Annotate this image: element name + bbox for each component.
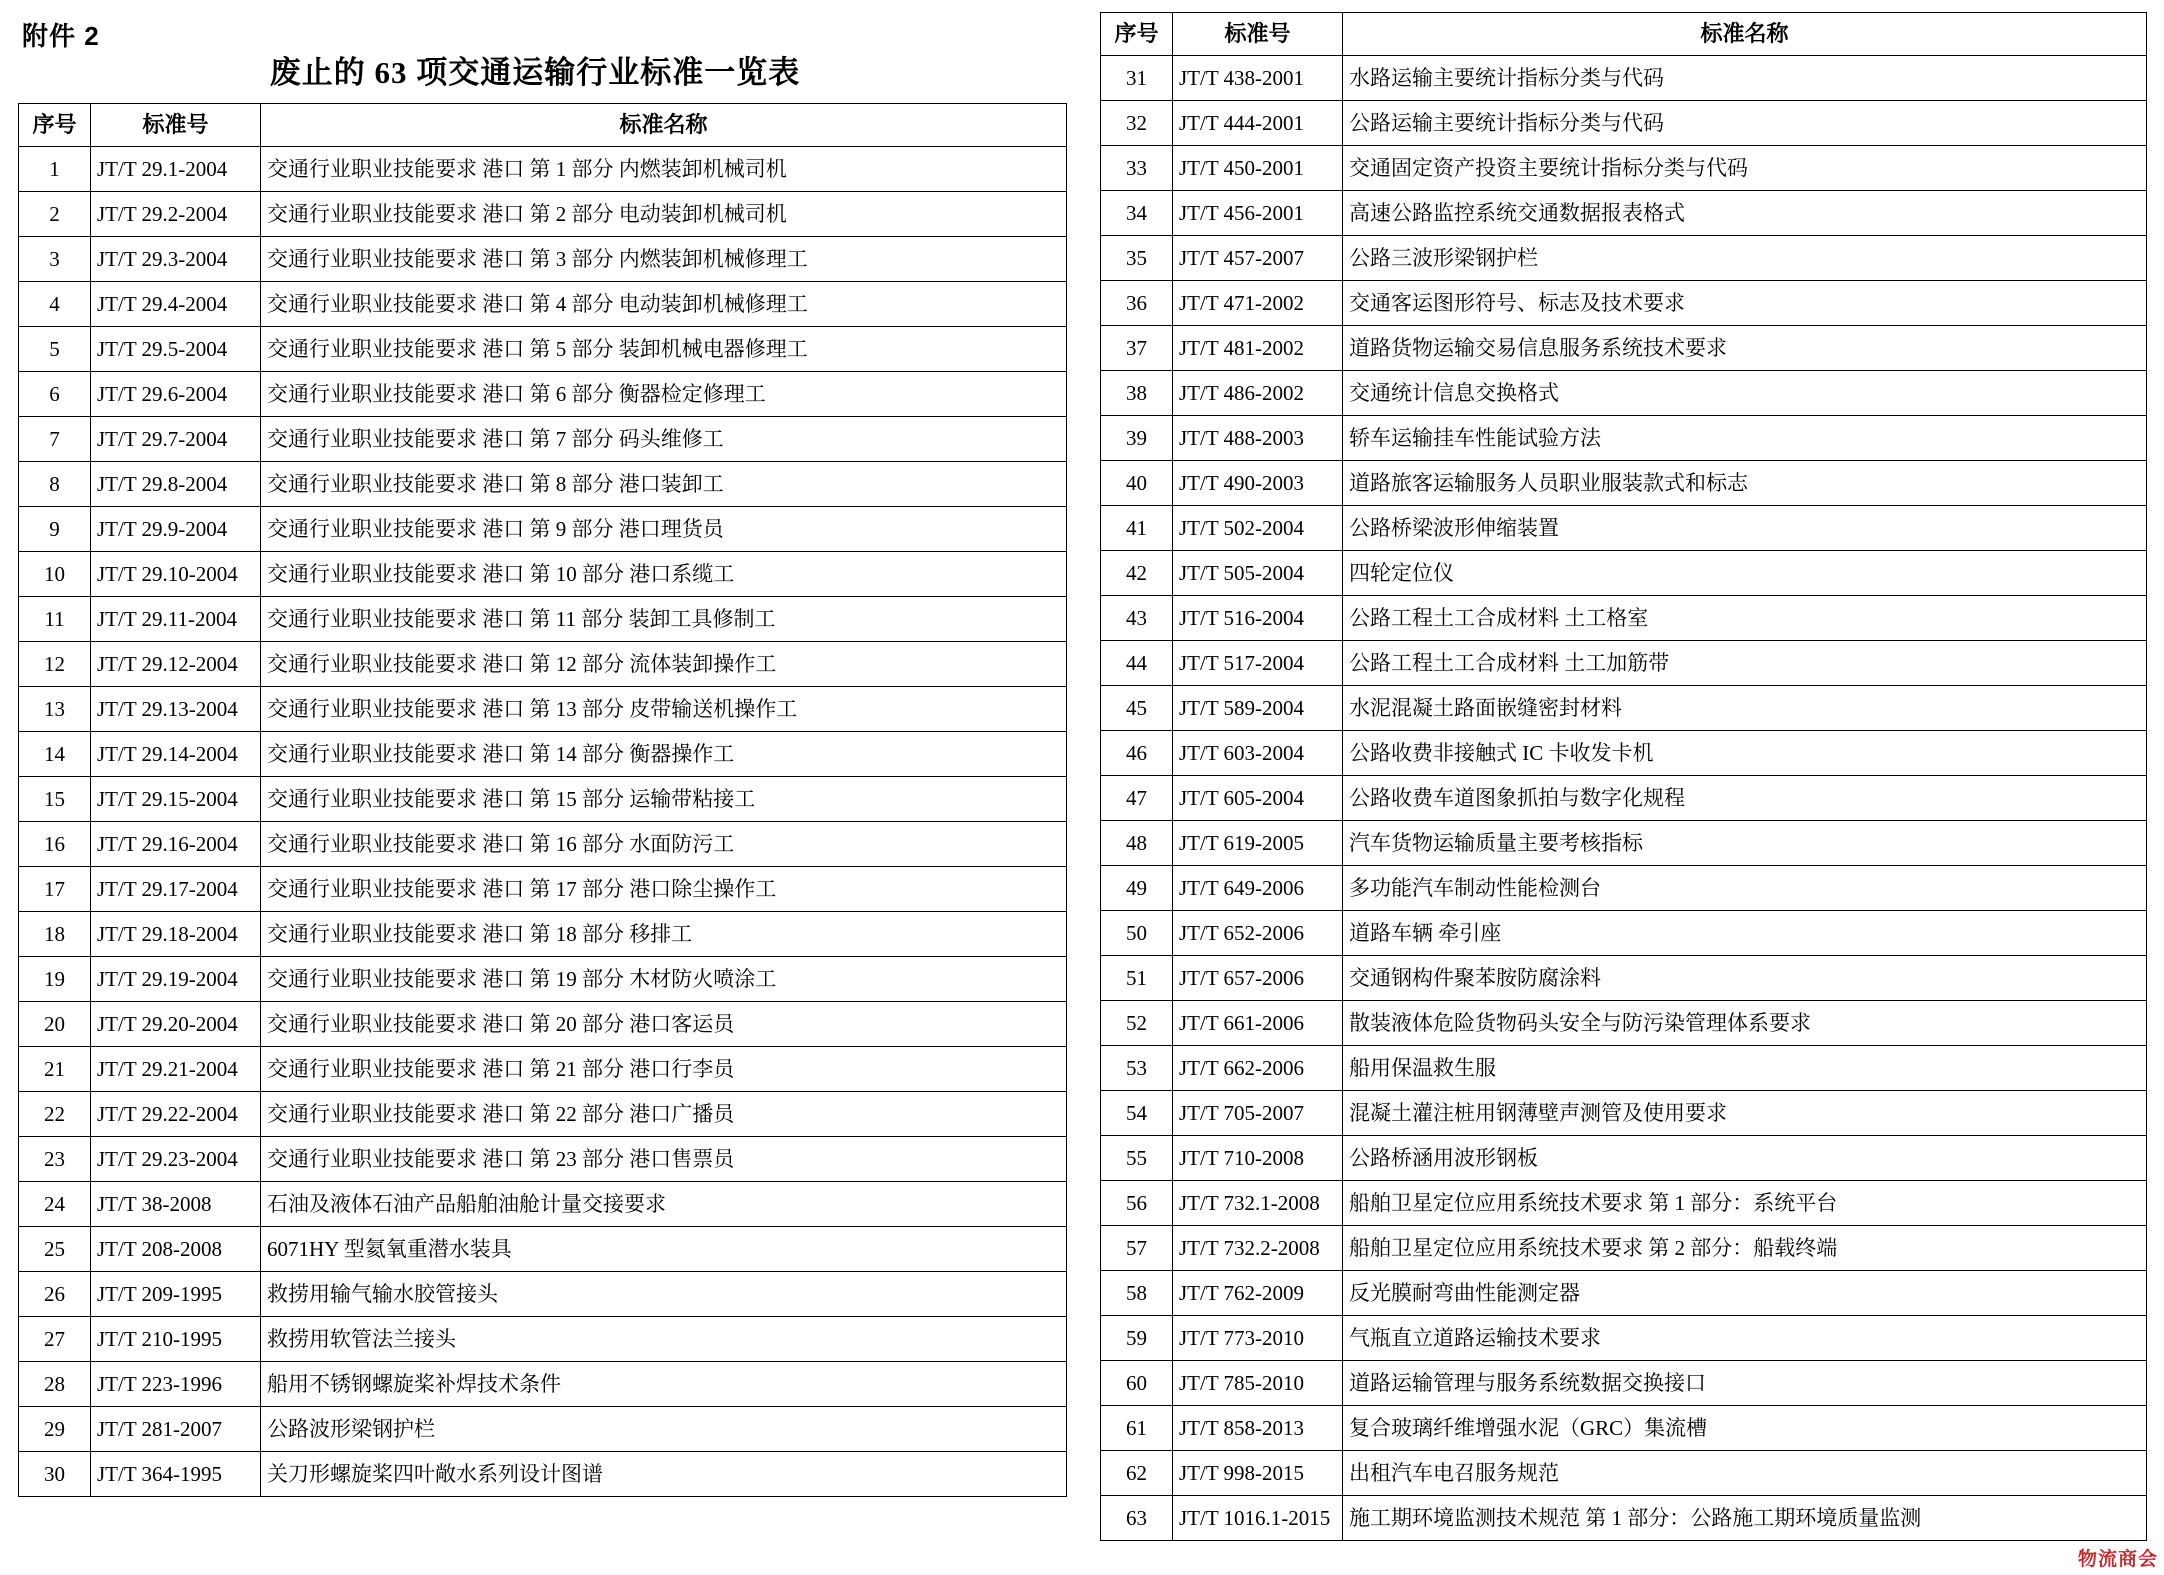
table-row	[1101, 821, 2147, 866]
table-row	[19, 867, 1067, 912]
table-row	[19, 552, 1067, 597]
cell-standard-name: 交通行业职业技能要求 港口 第 15 部分 运输带粘接工	[261, 777, 1067, 822]
column-header-seq: 序号	[1101, 13, 1173, 56]
cell-standard-number: JT/T 29.8-2004	[91, 462, 261, 507]
cell-standard-number: JT/T 490-2003	[1173, 461, 1343, 506]
cell-standard-number: JT/T 29.14-2004	[91, 732, 261, 777]
table-row	[1101, 56, 2147, 101]
cell-standard-name: 气瓶直立道路运输技术要求	[1343, 1316, 2147, 1361]
table-row	[19, 417, 1067, 462]
cell-standard-name: 公路桥涵用波形钢板	[1343, 1136, 2147, 1181]
cell-standard-number: JT/T 29.11-2004	[91, 597, 261, 642]
cell-seq: 26	[19, 1272, 91, 1317]
cell-standard-name: 公路工程土工合成材料 土工加筋带	[1343, 641, 2147, 686]
column-header-std-no: 标准号	[1173, 13, 1343, 56]
table-row	[1101, 1496, 2147, 1541]
cell-standard-name: 交通行业职业技能要求 港口 第 13 部分 皮带输送机操作工	[261, 687, 1067, 732]
cell-seq: 40	[1101, 461, 1173, 506]
table-row	[19, 597, 1067, 642]
cell-standard-number: JT/T 516-2004	[1173, 596, 1343, 641]
cell-standard-number: JT/T 486-2002	[1173, 371, 1343, 416]
cell-standard-number: JT/T 657-2006	[1173, 956, 1343, 1001]
cell-standard-name: 交通行业职业技能要求 港口 第 22 部分 港口广播员	[261, 1092, 1067, 1137]
cell-standard-name: 轿车运输挂车性能试验方法	[1343, 416, 2147, 461]
cell-seq: 55	[1101, 1136, 1173, 1181]
cell-standard-number: JT/T 281-2007	[91, 1407, 261, 1452]
page-title: 废止的 63 项交通运输行业标准一览表	[269, 55, 801, 90]
cell-standard-name: 道路货物运输交易信息服务系统技术要求	[1343, 326, 2147, 371]
cell-standard-number: JT/T 29.18-2004	[91, 912, 261, 957]
cell-seq: 43	[1101, 596, 1173, 641]
cell-standard-name: 道路运输管理与服务系统数据交换接口	[1343, 1361, 2147, 1406]
cell-seq: 20	[19, 1002, 91, 1047]
cell-standard-name: 交通行业职业技能要求 港口 第 18 部分 移排工	[261, 912, 1067, 957]
table-row	[19, 1182, 1067, 1227]
table-row	[1101, 911, 2147, 956]
table-row	[19, 732, 1067, 777]
table-row	[1101, 686, 2147, 731]
cell-seq: 33	[1101, 146, 1173, 191]
table-row	[1101, 146, 2147, 191]
cell-standard-number: JT/T 488-2003	[1173, 416, 1343, 461]
table-row	[1101, 551, 2147, 596]
table-row	[19, 237, 1067, 282]
cell-standard-number: JT/T 209-1995	[91, 1272, 261, 1317]
cell-seq: 28	[19, 1362, 91, 1407]
cell-standard-number: JT/T 210-1995	[91, 1317, 261, 1362]
cell-standard-name: 交通统计信息交换格式	[1343, 371, 2147, 416]
table-row	[19, 192, 1067, 237]
cell-standard-name: 公路三波形梁钢护栏	[1343, 236, 2147, 281]
watermark: 物流商会	[2077, 1549, 2158, 1570]
right-column	[1100, 12, 2150, 1541]
cell-seq: 6	[19, 372, 91, 417]
cell-standard-number: JT/T 223-1996	[91, 1362, 261, 1407]
cell-standard-name: 船舶卫星定位应用系统技术要求 第 2 部分：船载终端	[1343, 1226, 2147, 1271]
cell-seq: 37	[1101, 326, 1173, 371]
cell-standard-name: 船用保温救生服	[1343, 1046, 2147, 1091]
cell-seq: 53	[1101, 1046, 1173, 1091]
table-row	[19, 147, 1067, 192]
table-row	[1101, 776, 2147, 821]
cell-standard-number: JT/T 38-2008	[91, 1182, 261, 1227]
cell-seq: 8	[19, 462, 91, 507]
table-row	[19, 462, 1067, 507]
cell-standard-number: JT/T 29.21-2004	[91, 1047, 261, 1092]
table-row	[1101, 1406, 2147, 1451]
cell-standard-number: JT/T 450-2001	[1173, 146, 1343, 191]
cell-seq: 15	[19, 777, 91, 822]
table-row	[1101, 1181, 2147, 1226]
cell-standard-number: JT/T 998-2015	[1173, 1451, 1343, 1496]
cell-standard-number: JT/T 858-2013	[1173, 1406, 1343, 1451]
cell-seq: 16	[19, 822, 91, 867]
cell-seq: 12	[19, 642, 91, 687]
cell-seq: 11	[19, 597, 91, 642]
cell-standard-name: 交通行业职业技能要求 港口 第 9 部分 港口理货员	[261, 507, 1067, 552]
cell-standard-number: JT/T 29.22-2004	[91, 1092, 261, 1137]
cell-standard-name: 船舶卫星定位应用系统技术要求 第 1 部分：系统平台	[1343, 1181, 2147, 1226]
table-header-row	[1101, 13, 2147, 56]
table-row	[1101, 1316, 2147, 1361]
cell-seq: 29	[19, 1407, 91, 1452]
cell-standard-name: 交通行业职业技能要求 港口 第 20 部分 港口客运员	[261, 1002, 1067, 1047]
cell-seq: 45	[1101, 686, 1173, 731]
cell-seq: 46	[1101, 731, 1173, 776]
cell-seq: 31	[1101, 56, 1173, 101]
cell-seq: 7	[19, 417, 91, 462]
cell-standard-number: JT/T 29.6-2004	[91, 372, 261, 417]
cell-standard-name: 高速公路监控系统交通数据报表格式	[1343, 191, 2147, 236]
table-row	[1101, 416, 2147, 461]
cell-standard-number: JT/T 773-2010	[1173, 1316, 1343, 1361]
cell-standard-number: JT/T 456-2001	[1173, 191, 1343, 236]
table-row	[19, 822, 1067, 867]
cell-standard-number: JT/T 29.4-2004	[91, 282, 261, 327]
cell-standard-number: JT/T 29.5-2004	[91, 327, 261, 372]
cell-standard-number: JT/T 603-2004	[1173, 731, 1343, 776]
table-row	[19, 282, 1067, 327]
cell-standard-number: JT/T 662-2006	[1173, 1046, 1343, 1091]
cell-standard-name: 交通行业职业技能要求 港口 第 19 部分 木材防火喷涂工	[261, 957, 1067, 1002]
cell-seq: 23	[19, 1137, 91, 1182]
cell-seq: 38	[1101, 371, 1173, 416]
cell-seq: 10	[19, 552, 91, 597]
cell-standard-number: JT/T 732.1-2008	[1173, 1181, 1343, 1226]
cell-standard-name: 出租汽车电召服务规范	[1343, 1451, 2147, 1496]
cell-seq: 35	[1101, 236, 1173, 281]
table-row	[1101, 461, 2147, 506]
cell-seq: 30	[19, 1452, 91, 1497]
cell-seq: 62	[1101, 1451, 1173, 1496]
table-row	[1101, 1046, 2147, 1091]
standards-table-left	[18, 103, 1067, 1497]
cell-standard-name: 复合玻璃纤维增强水泥（GRC）集流槽	[1343, 1406, 2147, 1451]
cell-standard-name: 交通行业职业技能要求 港口 第 8 部分 港口装卸工	[261, 462, 1067, 507]
cell-seq: 34	[1101, 191, 1173, 236]
cell-standard-name: 多功能汽车制动性能检测台	[1343, 866, 2147, 911]
cell-seq: 57	[1101, 1226, 1173, 1271]
table-row	[19, 1317, 1067, 1362]
cell-standard-name: 救捞用输气输水胶管接头	[261, 1272, 1067, 1317]
table-row	[1101, 371, 2147, 416]
cell-seq: 21	[19, 1047, 91, 1092]
cell-standard-name: 混凝土灌注桩用钢薄壁声测管及使用要求	[1343, 1091, 2147, 1136]
cell-standard-name: 水路运输主要统计指标分类与代码	[1343, 56, 2147, 101]
cell-standard-number: JT/T 29.10-2004	[91, 552, 261, 597]
table-header-row	[19, 104, 1067, 147]
cell-standard-number: JT/T 619-2005	[1173, 821, 1343, 866]
table-row	[1101, 1136, 2147, 1181]
table-row	[1101, 866, 2147, 911]
cell-standard-number: JT/T 785-2010	[1173, 1361, 1343, 1406]
cell-seq: 14	[19, 732, 91, 777]
cell-standard-number: JT/T 29.16-2004	[91, 822, 261, 867]
cell-standard-number: JT/T 710-2008	[1173, 1136, 1343, 1181]
table-row	[1101, 191, 2147, 236]
cell-standard-number: JT/T 481-2002	[1173, 326, 1343, 371]
cell-seq: 47	[1101, 776, 1173, 821]
cell-seq: 5	[19, 327, 91, 372]
cell-seq: 44	[1101, 641, 1173, 686]
cell-standard-number: JT/T 29.23-2004	[91, 1137, 261, 1182]
cell-seq: 2	[19, 192, 91, 237]
cell-seq: 17	[19, 867, 91, 912]
cell-standard-name: 交通固定资产投资主要统计指标分类与代码	[1343, 146, 2147, 191]
cell-standard-number: JT/T 471-2002	[1173, 281, 1343, 326]
column-header-std-no: 标准号	[91, 104, 261, 147]
cell-seq: 24	[19, 1182, 91, 1227]
cell-seq: 9	[19, 507, 91, 552]
table-row	[19, 1047, 1067, 1092]
cell-standard-number: JT/T 517-2004	[1173, 641, 1343, 686]
table-row	[19, 507, 1067, 552]
cell-standard-number: JT/T 1016.1-2015	[1173, 1496, 1343, 1541]
cell-standard-name: 石油及液体石油产品船舶油舱计量交接要求	[261, 1182, 1067, 1227]
cell-standard-name: 交通钢构件聚苯胺防腐涂料	[1343, 956, 2147, 1001]
cell-standard-name: 水泥混凝土路面嵌缝密封材料	[1343, 686, 2147, 731]
cell-standard-name: 公路桥梁波形伸缩装置	[1343, 506, 2147, 551]
table-row	[1101, 326, 2147, 371]
cell-standard-number: JT/T 589-2004	[1173, 686, 1343, 731]
cell-standard-name: 6071HY 型氦氧重潜水装具	[261, 1227, 1067, 1272]
cell-standard-number: JT/T 505-2004	[1173, 551, 1343, 596]
cell-standard-name: 反光膜耐弯曲性能测定器	[1343, 1271, 2147, 1316]
cell-standard-number: JT/T 208-2008	[91, 1227, 261, 1272]
table-row	[19, 1362, 1067, 1407]
cell-seq: 3	[19, 237, 91, 282]
table-row	[19, 687, 1067, 732]
table-row	[19, 1002, 1067, 1047]
cell-standard-name: 公路收费非接触式 IC 卡收发卡机	[1343, 731, 2147, 776]
cell-standard-number: JT/T 762-2009	[1173, 1271, 1343, 1316]
cell-standard-number: JT/T 29.1-2004	[91, 147, 261, 192]
cell-standard-number: JT/T 364-1995	[91, 1452, 261, 1497]
attachment-label: 附件 2	[22, 21, 100, 51]
cell-standard-name: 交通行业职业技能要求 港口 第 23 部分 港口售票员	[261, 1137, 1067, 1182]
table-row	[1101, 1361, 2147, 1406]
table-row	[1101, 596, 2147, 641]
table-row	[19, 1407, 1067, 1452]
cell-standard-number: JT/T 649-2006	[1173, 866, 1343, 911]
cell-seq: 4	[19, 282, 91, 327]
table-row	[1101, 1271, 2147, 1316]
cell-seq: 36	[1101, 281, 1173, 326]
cell-standard-number: JT/T 652-2006	[1173, 911, 1343, 956]
cell-seq: 32	[1101, 101, 1173, 146]
cell-standard-number: JT/T 438-2001	[1173, 56, 1343, 101]
cell-standard-name: 公路波形梁钢护栏	[261, 1407, 1067, 1452]
cell-seq: 51	[1101, 956, 1173, 1001]
standards-table-right	[1100, 12, 2147, 1541]
cell-seq: 19	[19, 957, 91, 1002]
cell-standard-name: 船用不锈钢螺旋桨补焊技术条件	[261, 1362, 1067, 1407]
cell-standard-number: JT/T 29.9-2004	[91, 507, 261, 552]
cell-standard-name: 交通行业职业技能要求 港口 第 12 部分 流体装卸操作工	[261, 642, 1067, 687]
cell-standard-number: JT/T 29.12-2004	[91, 642, 261, 687]
cell-standard-number: JT/T 29.2-2004	[91, 192, 261, 237]
table-row	[19, 327, 1067, 372]
column-header-std-name: 标准名称	[1343, 13, 2147, 56]
cell-standard-name: 交通行业职业技能要求 港口 第 7 部分 码头维修工	[261, 417, 1067, 462]
cell-seq: 61	[1101, 1406, 1173, 1451]
cell-standard-name: 救捞用软管法兰接头	[261, 1317, 1067, 1362]
cell-seq: 52	[1101, 1001, 1173, 1046]
cell-standard-name: 交通行业职业技能要求 港口 第 21 部分 港口行李员	[261, 1047, 1067, 1092]
table-row	[1101, 281, 2147, 326]
cell-standard-name: 施工期环境监测技术规范 第 1 部分：公路施工期环境质量监测	[1343, 1496, 2147, 1541]
cell-seq: 22	[19, 1092, 91, 1137]
cell-standard-number: JT/T 732.2-2008	[1173, 1226, 1343, 1271]
cell-standard-number: JT/T 605-2004	[1173, 776, 1343, 821]
cell-seq: 13	[19, 687, 91, 732]
cell-seq: 39	[1101, 416, 1173, 461]
table-row	[1101, 1091, 2147, 1136]
cell-standard-name: 交通行业职业技能要求 港口 第 3 部分 内燃装卸机械修理工	[261, 237, 1067, 282]
cell-standard-number: JT/T 29.15-2004	[91, 777, 261, 822]
cell-standard-name: 道路车辆 牵引座	[1343, 911, 2147, 956]
table-row	[1101, 236, 2147, 281]
cell-seq: 58	[1101, 1271, 1173, 1316]
cell-seq: 50	[1101, 911, 1173, 956]
table-row	[19, 912, 1067, 957]
cell-seq: 49	[1101, 866, 1173, 911]
cell-standard-number: JT/T 29.3-2004	[91, 237, 261, 282]
cell-standard-name: 四轮定位仪	[1343, 551, 2147, 596]
cell-seq: 27	[19, 1317, 91, 1362]
cell-standard-number: JT/T 661-2006	[1173, 1001, 1343, 1046]
cell-standard-name: 交通行业职业技能要求 港口 第 4 部分 电动装卸机械修理工	[261, 282, 1067, 327]
cell-seq: 18	[19, 912, 91, 957]
cell-standard-name: 交通行业职业技能要求 港口 第 16 部分 水面防污工	[261, 822, 1067, 867]
cell-standard-number: JT/T 29.13-2004	[91, 687, 261, 732]
cell-seq: 59	[1101, 1316, 1173, 1361]
cell-seq: 63	[1101, 1496, 1173, 1541]
cell-seq: 1	[19, 147, 91, 192]
table-row	[19, 642, 1067, 687]
cell-standard-name: 关刀形螺旋桨四叶敞水系列设计图谱	[261, 1452, 1067, 1497]
cell-standard-name: 交通行业职业技能要求 港口 第 5 部分 装卸机械电器修理工	[261, 327, 1067, 372]
cell-standard-name: 汽车货物运输质量主要考核指标	[1343, 821, 2147, 866]
column-header-std-name: 标准名称	[261, 104, 1067, 147]
table-row	[19, 1227, 1067, 1272]
cell-standard-number: JT/T 29.19-2004	[91, 957, 261, 1002]
cell-standard-name: 交通行业职业技能要求 港口 第 6 部分 衡器检定修理工	[261, 372, 1067, 417]
cell-standard-name: 交通行业职业技能要求 港口 第 11 部分 装卸工具修制工	[261, 597, 1067, 642]
cell-standard-number: JT/T 502-2004	[1173, 506, 1343, 551]
table-row	[19, 1452, 1067, 1497]
cell-standard-number: JT/T 29.7-2004	[91, 417, 261, 462]
cell-standard-number: JT/T 29.20-2004	[91, 1002, 261, 1047]
table-row	[1101, 1226, 2147, 1271]
table-row	[1101, 956, 2147, 1001]
cell-standard-name: 交通行业职业技能要求 港口 第 2 部分 电动装卸机械司机	[261, 192, 1067, 237]
table-row	[19, 1272, 1067, 1317]
table-row	[19, 1092, 1067, 1137]
cell-seq: 60	[1101, 1361, 1173, 1406]
table-row	[19, 1137, 1067, 1182]
cell-standard-name: 交通客运图形符号、标志及技术要求	[1343, 281, 2147, 326]
table-row	[1101, 641, 2147, 686]
cell-seq: 25	[19, 1227, 91, 1272]
cell-standard-number: JT/T 705-2007	[1173, 1091, 1343, 1136]
cell-seq: 48	[1101, 821, 1173, 866]
table-row	[1101, 1001, 2147, 1046]
table-row	[1101, 731, 2147, 776]
table-row	[1101, 101, 2147, 146]
table-row	[1101, 1451, 2147, 1496]
cell-standard-name: 公路收费车道图象抓拍与数字化规程	[1343, 776, 2147, 821]
cell-seq: 42	[1101, 551, 1173, 596]
cell-seq: 41	[1101, 506, 1173, 551]
cell-standard-name: 公路运输主要统计指标分类与代码	[1343, 101, 2147, 146]
cell-standard-number: JT/T 29.17-2004	[91, 867, 261, 912]
cell-standard-name: 散装液体危险货物码头安全与防污染管理体系要求	[1343, 1001, 2147, 1046]
cell-standard-name: 公路工程土工合成材料 土工格室	[1343, 596, 2147, 641]
cell-standard-name: 道路旅客运输服务人员职业服装款式和标志	[1343, 461, 2147, 506]
cell-standard-number: JT/T 457-2007	[1173, 236, 1343, 281]
table-row	[19, 777, 1067, 822]
cell-seq: 54	[1101, 1091, 1173, 1136]
table-row	[19, 372, 1067, 417]
cell-standard-name: 交通行业职业技能要求 港口 第 17 部分 港口除尘操作工	[261, 867, 1067, 912]
cell-standard-name: 交通行业职业技能要求 港口 第 14 部分 衡器操作工	[261, 732, 1067, 777]
column-header-seq: 序号	[19, 104, 91, 147]
table-row	[1101, 506, 2147, 551]
cell-standard-name: 交通行业职业技能要求 港口 第 1 部分 内燃装卸机械司机	[261, 147, 1067, 192]
cell-standard-number: JT/T 444-2001	[1173, 101, 1343, 146]
table-row	[19, 957, 1067, 1002]
cell-standard-name: 交通行业职业技能要求 港口 第 10 部分 港口系缆工	[261, 552, 1067, 597]
cell-seq: 56	[1101, 1181, 1173, 1226]
